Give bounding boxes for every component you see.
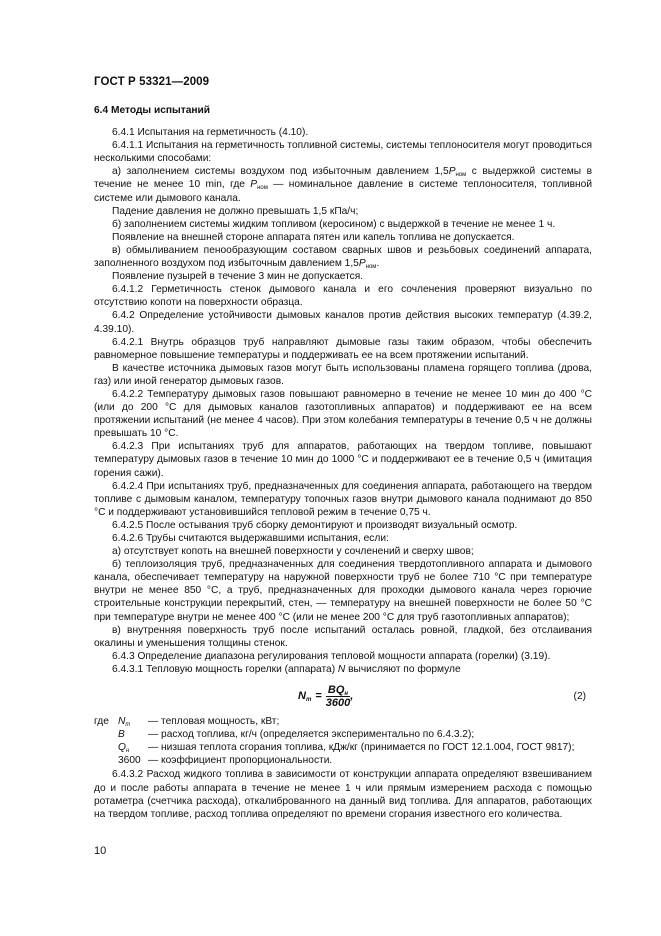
definition-row: $Q_н$ — низшая теплота сгорания топлива, кДж/кг (принимается по ГОСТ 12.1.004, ГОСТ 9817); xyxy=(118,742,575,755)
paragraph: 6.4.2.1 Внутрь образцов труб направляют дымовые газы таким образом, чтобы обеспечить равномерное повышение температуры и поддерживать ее на всем протяжении испытаний. xyxy=(94,336,592,361)
paragraph: Падение давления не должно превышать 1,5 кПа/ч; xyxy=(112,205,359,217)
formula-equals: = xyxy=(315,689,322,702)
paragraph: В качестве источника дымовых газов могут быть использованы пламена горящего топлива (дрова, газ) или иной генератор дымовых газов. xyxy=(94,362,592,387)
paragraph: 6.4.3.1 Тепловую мощность горелки (аппарата) N вычисляют по формуле xyxy=(112,663,461,675)
paragraph: Появление на внешней стороне аппарата пятен или капель топлива не допускается. xyxy=(112,231,515,243)
definition-row: где $N_т$ — тепловая мощность, кВт; xyxy=(94,716,280,729)
paragraph: а) заполнением системы воздухом под избыточным давлением $1,5P_{ном}$ с выдержкой системы в течение не менее 10 min, где $P_{ном}$ — номинальное давление в системе теплоносителя, топливной системе или дымового канала. xyxy=(94,166,593,204)
paragraph: 6.4.3 Определение диапазона регулирования тепловой мощности аппарата (горелки) (3.19). xyxy=(112,650,551,662)
formula-lhs: $N_т$ xyxy=(298,689,312,703)
definition-row: 3600 — коэффициент пропорциональности. xyxy=(118,755,333,767)
document-body xyxy=(94,104,592,821)
definition-row: B — расход топлива, кг/ч (определяется экспериментально по 6.4.3.2); xyxy=(118,729,475,741)
page-number: 10 xyxy=(94,845,107,857)
paragraph: 6.4.2.6 Трубы считаются выдержавшими испытания, если: xyxy=(112,533,389,544)
formula-numerator: $BQ_н$ xyxy=(327,684,349,698)
paragraph: 6.4.1.1 Испытания на герметичность топливной системы, системы теплоносителя могут проводиться несколькими способами: xyxy=(94,140,592,165)
formula xyxy=(298,684,353,709)
formula-comma: , xyxy=(350,689,354,702)
paragraph: 6.4.1 Испытания на герметичность (4.10). xyxy=(112,127,309,139)
formula-fraction xyxy=(326,684,350,709)
paragraph: 6.4.2.3 При испытаниях труб для аппаратов, работающих на твердом топливе, повышают температуру дымовых газов в течение 10 мин до 1000 °С и поддерживают ее в течение 0,5 ч (имитация горения сажи). xyxy=(94,441,592,479)
paragraph: б) теплоизоляция труб, предназначенных для соединения твердотопливного аппарата и дымового канала, обеспечивает температуру на наружной поверхности труб не более 710 °С при температуре внутри не менее 850 °С, а труб, предназначенных для проходки дымового канала через горючие строительные конструкции перекрытий, стен, — температуру на внешней поверхности не более 50 °С при температуре внутри не менее 400 °С (или не менее 200 °С для труб газотопливных аппаратов); xyxy=(94,559,592,623)
paragraph: в) обмыливанием пенообразующим составом сварных швов и резьбовых соединений аппарата, заполненного воздухом под избыточным давлением $1,5P_{ном}$. xyxy=(94,244,592,271)
paragraph: Появление пузырей в течение 3 мин не допускается. xyxy=(112,271,364,283)
document-header: ГОСТ Р 53321—2009 xyxy=(94,76,210,88)
paragraph: а) отсутствует копоть на внешней поверхности у сочленений и сверху швов; xyxy=(112,546,474,558)
paragraph: в) внутренняя поверхность труб после испытаний осталась ровной, гладкой, без отслаивания окалины и уменьшения толщины стенок. xyxy=(94,624,592,649)
formula-block xyxy=(94,681,592,709)
paragraph: 6.4.1.2 Герметичность стенок дымового канала и его сочленения проверяют визуально по отсутствию копоти на поверхности образца. xyxy=(94,284,592,309)
variable-definitions xyxy=(94,715,592,767)
paragraph: 6.4.2 Определение устойчивости дымовых каналов против действия высоких температур (4.39.2, 4.39.10). xyxy=(94,310,592,335)
section-title: 6.4 Методы испытаний xyxy=(94,105,211,116)
paragraph: 6.4.2.5 После остывания труб сборку демонтируют и производят визуальный осмотр. xyxy=(112,519,518,531)
equation-number: (2) xyxy=(573,691,586,703)
paragraph: 6.4.2.2 Температуру дымовых газов повышают равномерно в течение не менее 10 мин до 400 °С (или до 200 °С для дымовых каналов газотопливных аппаратов) и поддерживают ее на всем протяжении испытаний (не менее 4 часов). При этом колебания температуры в течение 0,5 ч не должны превышать 10 °С. xyxy=(94,388,592,440)
paragraph: б) заполнением системы жидким топливом (керосином) с выдержкой в течение не менее 1 ч. xyxy=(112,218,556,230)
formula-denominator: 3600 xyxy=(325,697,351,710)
paragraph: 6.4.3.2 Расход жидкого топлива в зависимости от конструкции аппарата определяют взвешиванием до и после работы аппарата в течение не менее 1 ч или прямым измерением расхода с помощью ротаметра (счетчика расхода), откалиброванного на данный вид топлива. Для аппаратов, работающих на твердом топливе, расход топлива определяют по времени сгорания известного его количества. xyxy=(94,769,592,820)
paragraph: 6.4.2.4 При испытаниях труб, предназначенных для соединения аппарата, работающего на твердом топливе с дымовым каналом, температуру топочных газов внутри дымового канала поднимают до 850 °С и поддерживают установившийся тепловой режим в течение 0,75 ч. xyxy=(94,480,592,518)
